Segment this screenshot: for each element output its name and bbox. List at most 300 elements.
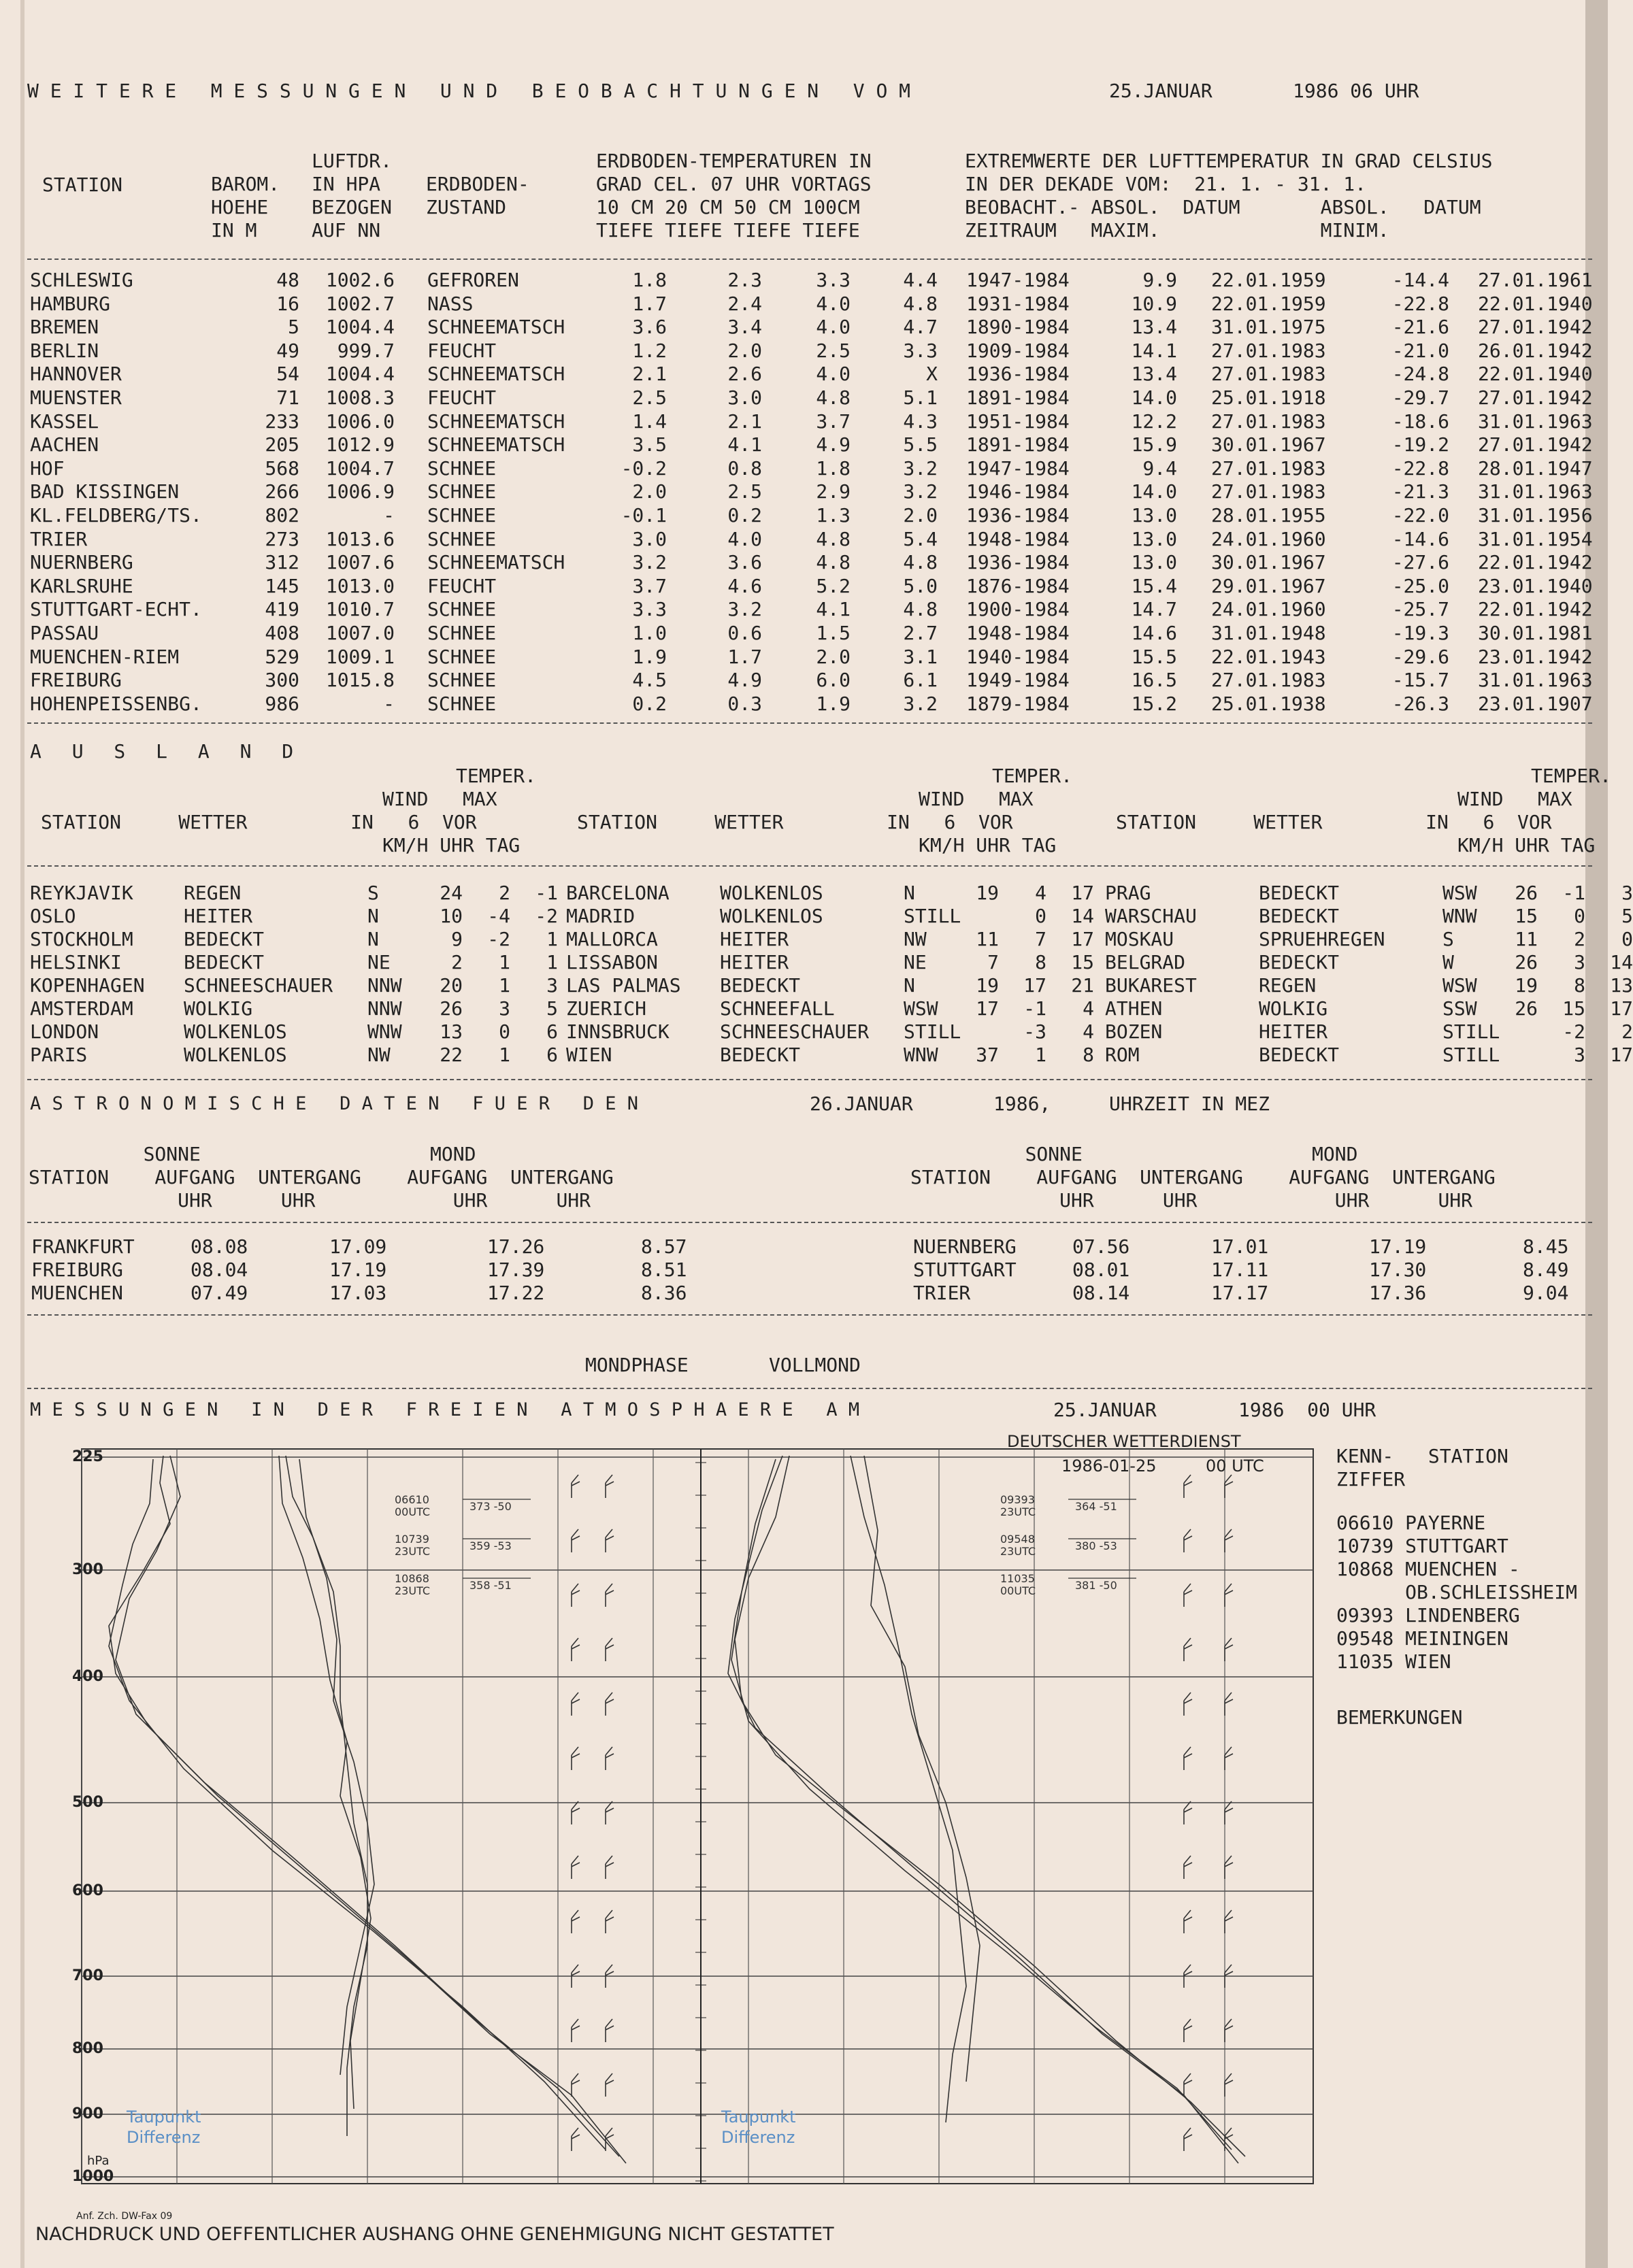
table-cell: 2.7 (903, 622, 938, 644)
ausland-cell: BARCELONA (566, 882, 670, 904)
table-cell: 2.3 (727, 269, 762, 291)
aero-date: 25.JANUAR (1053, 1399, 1157, 1421)
ausland-cell: WOLKIG (1259, 997, 1328, 1020)
wind-barbs-left-1 (572, 1692, 580, 1716)
table-cell: 568 (265, 456, 299, 480)
ausland-cell: NE (904, 951, 927, 973)
table-cell: 22.01.1943 (1211, 645, 1326, 668)
table-cell: 16.5 (1131, 669, 1177, 692)
temp-profile-right-2 (735, 1456, 1245, 2156)
astro-row (0, 1282, 1592, 1305)
table-cell: 4.7 (903, 316, 938, 339)
table-cell: -25.7 (1391, 598, 1449, 621)
aus-head-station: STATION WETTER IN 6 VOR (577, 811, 1013, 833)
table-cell: SCHNEE (427, 598, 497, 621)
table-cell: BAD KISSINGEN (30, 480, 180, 503)
table-cell: 2.1 (727, 410, 762, 433)
ausland-cell: BEDECKT (184, 951, 265, 973)
ausland-cell: 15 (1562, 997, 1585, 1020)
ausland-cell: 17 (1610, 997, 1633, 1020)
table-cell: 15.9 (1131, 433, 1177, 456)
table-cell: 31.01.1954 (1478, 527, 1593, 550)
table-cell: -25.0 (1391, 574, 1449, 597)
ausland-cell: 0 (1574, 905, 1585, 927)
wind-barbs-left-1 (572, 1638, 580, 1661)
col-head-station: STATION (42, 173, 123, 196)
col-head-erdboden-1: ERDBODEN- (426, 173, 529, 195)
table-cell: 27.01.1942 (1478, 433, 1593, 456)
table-cell: HANNOVER (30, 363, 122, 386)
page-time: 1986 06 UHR (1293, 80, 1419, 102)
table-cell: 3.0 (727, 386, 762, 409)
table-cell: 233 (265, 410, 299, 433)
table-cell: 0.2 (727, 504, 762, 527)
ausland-cell: BEDECKT (1259, 905, 1340, 927)
table-cell: -0.1 (621, 504, 667, 527)
table-cell: -14.6 (1391, 527, 1449, 550)
diagram-frame (82, 1449, 1313, 2184)
table-cell: 1013.6 (325, 527, 395, 550)
wind-barbs-left-1 (572, 1856, 580, 1879)
table-cell: 48 (276, 269, 299, 291)
ausland-cell: WSW (1442, 882, 1477, 904)
table-cell: 1.4 (632, 410, 667, 433)
pressure-tick: 225 (72, 1448, 103, 1465)
table-cell: 1.8 (632, 269, 667, 291)
table-cell: 4.4 (903, 269, 938, 291)
pressure-tick: 300 (72, 1561, 103, 1578)
ausland-cell: 11 (976, 928, 999, 950)
ausland-cell: SCHNEEFALL (720, 997, 835, 1020)
table-cell: 31.01.1963 (1478, 410, 1593, 433)
ausland-cell: -1 (535, 882, 558, 904)
wind-barbs-right-2 (1225, 1910, 1233, 1933)
table-cell: 986 (265, 692, 299, 715)
ausland-cell: STOCKHOLM (30, 928, 133, 950)
ausland-cell: 17 (976, 997, 999, 1020)
table-cell: SCHNEEMATSCH (427, 363, 565, 386)
table-cell: 15.4 (1131, 574, 1177, 597)
legend-utc: 00UTC (1000, 1584, 1036, 1597)
table-cell: 14.0 (1131, 386, 1177, 409)
table-cell: 5.2 (816, 574, 851, 597)
legend-tropopause: 381 -50 (1075, 1579, 1117, 1592)
table-cell: 54 (276, 363, 299, 386)
ausland-cell: 1 (1035, 1044, 1046, 1066)
table-cell: 300 (265, 669, 299, 692)
col-head-luftdr-0: LUFTDR. (312, 150, 393, 172)
wind-barbs-left-1 (572, 1475, 580, 1498)
bemerkungen: BEMERKUNGEN (1336, 1706, 1463, 1729)
table-cell: FEUCHT (427, 386, 497, 409)
col-head-extreme-1: IN DER DEKADE VOM: 21. 1. - 31. 1. (965, 173, 1367, 195)
ausland-cell: 3 (1574, 1044, 1585, 1066)
astro-date: 26.JANUAR (810, 1093, 913, 1115)
astro-cell: NUERNBERG (913, 1235, 1017, 1258)
table-cell: 1900-1984 (966, 598, 1070, 621)
wind-barbs-left-1 (572, 1801, 580, 1824)
ausland-cell: 5 (1621, 905, 1633, 927)
table-cell: 1.5 (816, 622, 851, 644)
table-cell: 24.01.1960 (1211, 527, 1326, 550)
table-cell: 22.01.1959 (1211, 269, 1326, 291)
ausland-cell: -1 (1562, 882, 1585, 904)
table-cell: -24.8 (1391, 363, 1449, 386)
astro-cell: 07.49 (191, 1282, 248, 1304)
ausland-cell: 15 (1515, 905, 1538, 927)
table-row (0, 433, 1592, 456)
wind-barbs-right-2 (1225, 1692, 1233, 1716)
table-cell: 22.01.1940 (1478, 292, 1593, 315)
table-cell: 1.7 (727, 645, 762, 668)
table-cell: SCHNEE (427, 669, 497, 692)
table-cell: 529 (265, 645, 299, 668)
table-cell: 1012.9 (325, 433, 395, 456)
ausland-cell: 11 (1515, 928, 1538, 950)
wind-barbs-left-2 (606, 1475, 614, 1498)
table-cell: -26.3 (1391, 692, 1449, 715)
ausland-cell: HEITER (184, 905, 253, 927)
table-cell: 22.01.1942 (1478, 598, 1593, 621)
col-head-luftdr-3: AUF NN (312, 219, 381, 241)
table-cell: KARLSRUHE (30, 574, 133, 597)
ausland-cell: N (904, 974, 915, 997)
table-cell: -19.2 (1391, 433, 1449, 456)
astro-year: 1986, (993, 1093, 1051, 1115)
ausland-cell: BELGRAD (1105, 951, 1186, 973)
table-cell: 1947-1984 (966, 456, 1070, 480)
ausland-cell: 6 (546, 1020, 558, 1043)
ausland-row (0, 928, 1633, 951)
fax-note: Anf. Zch. DW-Fax 09 (76, 2211, 173, 2222)
table-cell: SCHNEE (427, 645, 497, 668)
table-cell: 4.0 (816, 363, 851, 386)
table-cell: NASS (427, 292, 474, 315)
aus-head-temper: TEMPER. (456, 765, 537, 787)
ausland-cell: BOZEN (1105, 1020, 1163, 1043)
astro-cell: 8.57 (641, 1235, 687, 1258)
table-cell: 1007.6 (325, 551, 395, 574)
table-cell: 27.01.1961 (1478, 269, 1593, 291)
table-cell: -21.0 (1391, 339, 1449, 362)
wind-barbs-right-2 (1225, 1801, 1233, 1824)
table-cell: HOF (30, 456, 65, 480)
pressure-tick: 600 (72, 1882, 103, 1899)
table-cell: 2.6 (727, 363, 762, 386)
table-cell: 802 (265, 504, 299, 527)
ausland-cell: S (367, 882, 379, 904)
table-cell: 4.8 (903, 598, 938, 621)
wind-barbs-left-2 (606, 1529, 614, 1552)
ausland-row (0, 951, 1633, 974)
table-cell: 26.01.1942 (1478, 339, 1593, 362)
station-entry: 11035 WIEN (1336, 1650, 1451, 1673)
col-head-extreme-3: ZEITRAUM MAXIM. MINIM. (965, 219, 1389, 241)
table-cell: 1931-1984 (966, 292, 1070, 315)
legend-utc: 00UTC (395, 1505, 431, 1518)
ausland-cell: REGEN (184, 882, 242, 904)
table-cell: FEUCHT (427, 339, 497, 362)
table-cell: 3.6 (727, 551, 762, 574)
table-cell: 28.01.1947 (1478, 456, 1593, 480)
wind-barbs-right-2 (1225, 1856, 1233, 1879)
aus-head-wind: WIND MAX (919, 788, 1034, 810)
astro-row (0, 1235, 1592, 1258)
table-cell: 3.3 (903, 339, 938, 362)
astro-cell: TRIER (913, 1282, 971, 1304)
table-cell: 27.01.1983 (1211, 363, 1326, 386)
astro-cell: 17.19 (329, 1258, 387, 1281)
differenz-label-right: Differenz (721, 2128, 795, 2147)
aus-head-kmh: KM/H UHR TAG (382, 834, 521, 856)
astro-head-1: SONNE MOND (29, 1143, 476, 1165)
table-cell: 1891-1984 (966, 386, 1070, 409)
taupunkt-label-right: Taupunkt (721, 2107, 796, 2127)
table-cell: 1002.6 (325, 269, 395, 291)
ausland-cell: -4 (487, 905, 510, 927)
ausland-row (0, 974, 1633, 997)
table-cell: 71 (276, 386, 299, 409)
ausland-cell: 13 (1610, 974, 1633, 997)
ausland-row (0, 905, 1633, 928)
ausland-cell: 3 (1621, 882, 1633, 904)
ausland-cell: BEDECKT (720, 1044, 801, 1066)
ausland-cell: BEDECKT (1259, 951, 1340, 973)
table-cell: 4.8 (816, 386, 851, 409)
ausland-cell: 37 (976, 1044, 999, 1066)
ausland-cell: 13 (440, 1020, 463, 1043)
table-row (0, 598, 1592, 621)
legend-station-id: 10739 (395, 1533, 429, 1546)
ausland-row (0, 1020, 1633, 1044)
astro-cell: FREIBURG (31, 1258, 123, 1281)
dwd-label: DEUTSCHER WETTERDIENST (1007, 1432, 1241, 1451)
wind-barbs-left-2 (606, 1638, 614, 1661)
astro-cell: 8.49 (1523, 1258, 1569, 1281)
table-cell: 23.01.1940 (1478, 574, 1593, 597)
wind-barbs-left-1 (572, 1529, 580, 1552)
ausland-cell: N (367, 905, 379, 927)
legend-tropopause: 373 -50 (469, 1500, 512, 1513)
table-cell: 1.3 (816, 504, 851, 527)
ausland-cell: REYKJAVIK (30, 882, 133, 904)
divider (27, 1079, 1592, 1080)
table-cell: 15.2 (1131, 692, 1177, 715)
table-cell: 23.01.1907 (1478, 692, 1593, 715)
ausland-cell: 3 (499, 997, 510, 1020)
table-cell: 1909-1984 (966, 339, 1070, 362)
table-cell: 2.5 (727, 480, 762, 503)
table-cell: BERLIN (30, 339, 99, 362)
ausland-cell: WSW (904, 997, 938, 1020)
divider (27, 865, 1592, 867)
station-entry: 09548 MEININGEN (1336, 1627, 1508, 1650)
table-row (0, 575, 1592, 598)
table-cell: 1949-1984 (966, 669, 1070, 692)
table-cell: 3.6 (632, 316, 667, 339)
table-cell: 0.2 (632, 692, 667, 715)
astro-tz: UHRZEIT IN MEZ (1109, 1093, 1270, 1115)
astro-head-2: STATION AUFGANG UNTERGANG AUFGANG UNTERGANG (29, 1166, 614, 1188)
table-cell: 0.8 (727, 456, 762, 480)
ausland-cell: SCHNEESCHAUER (184, 974, 333, 997)
table-cell: 1.7 (632, 292, 667, 315)
astro-head-3: UHR UHR UHR UHR (29, 1189, 591, 1212)
table-cell: 27.01.1942 (1478, 316, 1593, 339)
astro-cell: 08.08 (191, 1235, 248, 1258)
table-cell: 408 (265, 622, 299, 644)
ausland-cell: WOLKENLOS (720, 905, 823, 927)
ausland-cell: NNW (367, 974, 402, 997)
table-cell: 1013.0 (325, 574, 395, 597)
ausland-cell: 4 (1035, 882, 1046, 904)
table-cell: 31.01.1963 (1478, 669, 1593, 692)
ausland-cell: STILL (904, 905, 961, 927)
aus-head-kmh: KM/H UHR TAG (1457, 834, 1596, 856)
station-entry: 10868 MUENCHEN - (1336, 1558, 1520, 1580)
wind-barbs-left-1 (572, 1584, 580, 1607)
table-cell: 1009.1 (325, 645, 395, 668)
table-row (0, 363, 1592, 386)
temp-profile-left-3 (109, 1459, 606, 2150)
table-cell: 14.7 (1131, 598, 1177, 621)
wind-barbs-left-1 (572, 2128, 580, 2151)
table-cell: 3.7 (816, 410, 851, 433)
table-cell: 22.01.1942 (1478, 551, 1593, 574)
wind-barbs-right-2 (1225, 2019, 1233, 2042)
pressure-tick: 1000 (72, 2168, 114, 2185)
table-cell: SCHNEE (427, 622, 497, 644)
dewpoint-left-1 (286, 1456, 367, 2136)
table-cell: SCHNEEMATSCH (427, 433, 565, 456)
wind-barbs-left-1 (572, 2019, 580, 2042)
table-cell: 22.01.1959 (1211, 292, 1326, 315)
ausland-cell: 24 (440, 882, 463, 904)
ausland-cell: 1 (499, 1044, 510, 1066)
table-cell: 30.01.1967 (1211, 433, 1326, 456)
legend-station-id: 09393 (1000, 1493, 1035, 1506)
wind-barbs-left-2 (606, 2019, 614, 2042)
ausland-cell: 17 (1023, 974, 1046, 997)
kenn-header: KENN- STATION (1336, 1445, 1508, 1467)
table-row (0, 693, 1592, 716)
table-cell: -21.6 (1391, 316, 1449, 339)
dwd-stamp: 1986-01-25 (1061, 1456, 1157, 1475)
ausland-cell: BEDECKT (1259, 882, 1340, 904)
table-cell: 49 (276, 339, 299, 362)
table-cell: 3.3 (632, 598, 667, 621)
ausland-cell: WOLKENLOS (184, 1044, 287, 1066)
table-cell: 25.01.1938 (1211, 692, 1326, 715)
aus-head-station: STATION WETTER IN 6 VOR (1116, 811, 1552, 833)
wind-barbs-left-1 (572, 1747, 580, 1770)
table-cell: 4.9 (816, 433, 851, 456)
table-cell: 3.7 (632, 574, 667, 597)
table-cell: 4.8 (816, 551, 851, 574)
table-cell: 31.01.1963 (1478, 480, 1593, 503)
astro-cell: 17.09 (329, 1235, 387, 1258)
dewpoint-right-1 (851, 1456, 966, 2122)
ausland-cell: HEITER (1259, 1020, 1328, 1043)
dewpoint-right-2 (864, 1456, 980, 2082)
divider (27, 1222, 1592, 1223)
table-cell: 1.0 (632, 622, 667, 644)
aerological-diagram (68, 1442, 1313, 2204)
table-cell: 1006.9 (325, 480, 395, 503)
table-cell: 29.01.1967 (1211, 574, 1326, 597)
ausland-cell: 26 (1515, 997, 1538, 1020)
ausland-cell: BEDECKT (184, 928, 265, 950)
table-cell: 25.01.1918 (1211, 386, 1326, 409)
ausland-cell: -3 (1023, 1020, 1046, 1043)
wind-barbs-right-1 (1184, 1584, 1192, 1607)
wind-barbs-right-2 (1225, 1529, 1233, 1552)
ausland-cell: LONDON (30, 1020, 99, 1043)
table-cell: 2.4 (727, 292, 762, 315)
table-cell: 14.6 (1131, 622, 1177, 644)
table-cell: PASSAU (30, 622, 99, 644)
aus-head-wind: WIND MAX (382, 788, 497, 810)
table-cell: 5.1 (903, 386, 938, 409)
table-cell: 30.01.1967 (1211, 551, 1326, 574)
ausland-row (0, 1044, 1633, 1067)
ausland-cell: 6 (546, 1044, 558, 1066)
wind-barbs-left-2 (606, 1856, 614, 1879)
table-cell: STUTTGART-ECHT. (30, 598, 202, 621)
table-cell: -0.2 (621, 456, 667, 480)
table-cell: 0.3 (727, 692, 762, 715)
table-cell: -15.7 (1391, 669, 1449, 692)
table-cell: 10.9 (1131, 292, 1177, 315)
ausland-cell: WNW (1442, 905, 1477, 927)
wind-barbs-right-1 (1184, 1910, 1192, 1933)
ausland-cell: NW (904, 928, 927, 950)
table-cell: 5.5 (903, 433, 938, 456)
table-cell: 14.1 (1131, 339, 1177, 362)
legend-station-id: 10868 (395, 1572, 429, 1585)
ausland-cell: 19 (1515, 974, 1538, 997)
table-cell: 15.5 (1131, 645, 1177, 668)
table-cell: 28.01.1955 (1211, 504, 1326, 527)
table-cell: 3.3 (816, 269, 851, 291)
table-cell: -21.3 (1391, 480, 1449, 503)
table-row (0, 386, 1592, 410)
wind-barbs-right-1 (1184, 2128, 1192, 2151)
station-entry: 06610 PAYERNE (1336, 1512, 1486, 1534)
ausland-cell: 2 (499, 882, 510, 904)
table-row (0, 669, 1592, 692)
table-cell: TRIER (30, 527, 88, 550)
table-cell: 1008.3 (325, 386, 395, 409)
table-cell: HAMBURG (30, 292, 111, 315)
astro-cell: STUTTGART (913, 1258, 1017, 1281)
section-title-astro: A S T R O N O M I S C H E D A T E N F U E R D E N (30, 1093, 639, 1114)
table-cell: 2.5 (816, 339, 851, 362)
table-cell: 4.1 (727, 433, 762, 456)
astro-cell: 8.36 (641, 1282, 687, 1304)
wind-barbs-left-1 (572, 1910, 580, 1933)
ausland-cell: 4 (1083, 997, 1094, 1020)
table-cell: 24.01.1960 (1211, 598, 1326, 621)
table-cell: 14.0 (1131, 480, 1177, 503)
ausland-cell: WNW (367, 1020, 402, 1043)
table-cell: SCHLESWIG (30, 269, 133, 291)
table-cell: BREMEN (30, 316, 99, 339)
legend-utc: 23UTC (1000, 1545, 1036, 1558)
ausland-cell: 17 (1071, 928, 1094, 950)
ausland-cell: STILL (904, 1020, 961, 1043)
table-cell: 1948-1984 (966, 527, 1070, 550)
